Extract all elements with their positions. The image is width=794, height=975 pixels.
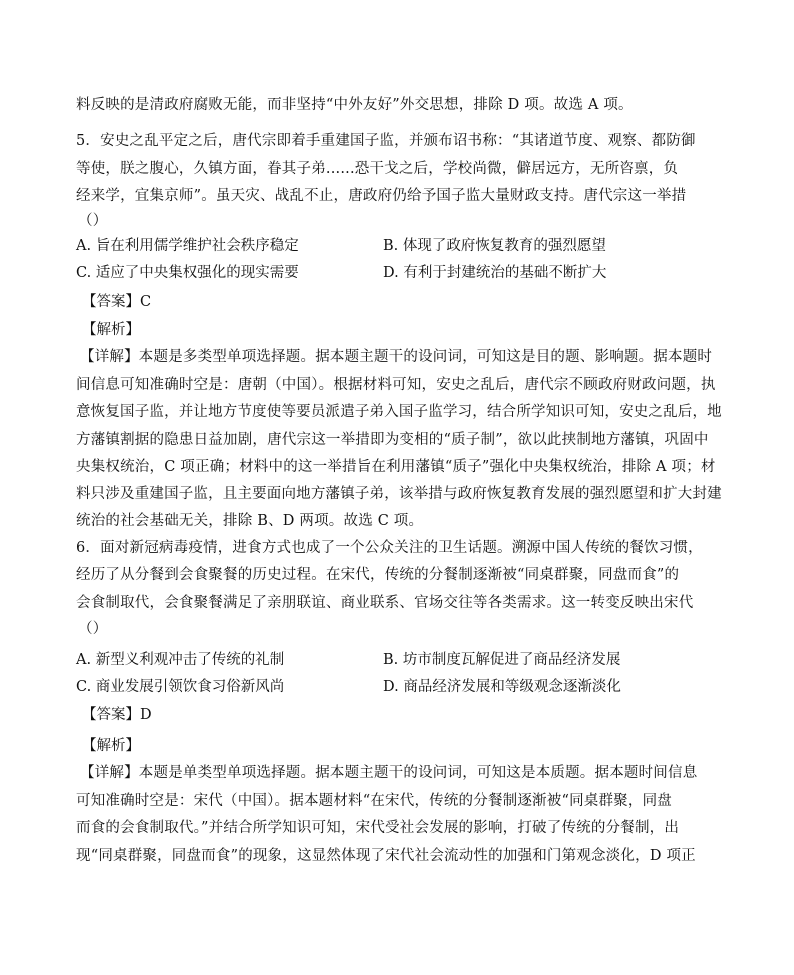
q5-stem-line-3: 经来学，宜集京师”。虽天灾、战乱不止，唐政府仍给予国子监大量财政支持。唐代宗这一举措 [76, 188, 687, 204]
intro-line: 料反映的是清政府腐败无能，而非坚持“中外友好”外交思想，排除 D 项。故选 A 项。 [76, 97, 633, 113]
q5-answer: 【答案】C [82, 294, 152, 310]
q5-detail-line-6: 料只涉及重建国子监，且主要面向地方藩镇子弟，该举措与政府恢复教育发展的强烈愿望和扩大封建 [76, 486, 722, 502]
q6-detail-line-3: 而食的会食制取代。”并结合所学知识可知，宋代受社会发展的影响，打破了传统的分餐制，出 [76, 820, 680, 836]
q5-option-c: C. 适应了中央集权强化的现实需要 [76, 265, 299, 281]
q5-option-a: A. 旨在利用儒学维护社会秩序稳定 [76, 238, 299, 254]
q6-analysis-label: 【解析】 [82, 738, 140, 754]
q6-option-a: A. 新型义利观冲击了传统的礼制 [76, 652, 285, 668]
q5-detail-line-5: 央集权统治，C 项正确；材料中的这一举措旨在利用藩镇“质子”强化中央集权统治，排除 A 项；材 [76, 459, 716, 475]
q5-stem-line-4: （） [78, 213, 108, 229]
q5-detail-line-2: 间信息可知准确时空是：唐朝（中国）。根据材料可知，安史之乱后，唐代宗不顾政府财政问题，执 [76, 377, 716, 393]
q6-option-c: C. 商业发展引领饮食习俗新风尚 [76, 679, 285, 695]
q5-option-b: B. 体现了政府恢复教育的强烈愿望 [383, 238, 606, 254]
q5-detail-line-4: 方藩镇割据的隐患日益加剧，唐代宗这一举措即为变相的“质子制”，欲以此挟制地方藩镇，巩固中 [76, 432, 709, 448]
q5-detail-line-7: 统治的社会基础无关，排除 B、D 两项。故选 C 项。 [76, 513, 424, 529]
q5-stem-line-1: 5．安史之乱平定之后，唐代宗即着手重建国子监，并颁布诏书称：“其诸道节度、观察、都防御 [76, 133, 696, 149]
q5-analysis-label: 【解析】 [82, 322, 140, 338]
q6-detail-line-4: 现“同桌群聚，同盘而食”的现象，这显然体现了宋代社会流动性的加强和门第观念淡化，D 项正 [76, 848, 696, 864]
q6-stem-line-2: 经历了从分餐到会食聚餐的历史过程。在宋代，传统的分餐制逐渐被“同桌群聚，同盘而食”的 [76, 567, 680, 583]
q6-option-b: B. 坊市制度瓦解促进了商品经济发展 [383, 652, 621, 668]
q6-stem-line-3: 会食制取代，会食聚餐满足了亲朋联谊、商业联系、官场交往等各类需求。这一转变反映出宋代 [76, 595, 694, 611]
q6-stem-line-4: （） [78, 621, 108, 637]
q5-stem-line-2: 等使，朕之腹心，久镇方面，眷其子弟......恐干戈之后，学校尚微，僻居远方，无所咨禀，负 [76, 161, 679, 177]
q6-detail-line-2: 可知准确时空是：宋代（中国）。据本题材料“在宋代，传统的分餐制逐渐被“同桌群聚，同盘 [76, 793, 672, 809]
q6-detail-line-1: 【详解】本题是单类型单项选择题。据本题主题干的设问词，可知这是本质题。据本题时间信息 [80, 765, 698, 781]
q6-answer: 【答案】D [82, 707, 152, 723]
q6-option-d: D. 商品经济发展和等级观念逐渐淡化 [383, 679, 621, 695]
q5-option-d: D. 有利于封建统治的基础不断扩大 [383, 265, 607, 281]
q5-detail-line-1: 【详解】本题是多类型单项选择题。据本题主题干的设问词，可知这是目的题、影响题。据本题时 [80, 349, 713, 365]
q6-stem-line-1: 6．面对新冠病毒疫情，进食方式也成了一个公众关注的卫生话题。溯源中国人传统的餐饮习惯， [76, 540, 703, 556]
q5-detail-line-3: 意恢复国子监，并让地方节度使等要员派遣子弟入国子监学习，结合所学知识可知，安史之乱后，地 [76, 404, 722, 420]
